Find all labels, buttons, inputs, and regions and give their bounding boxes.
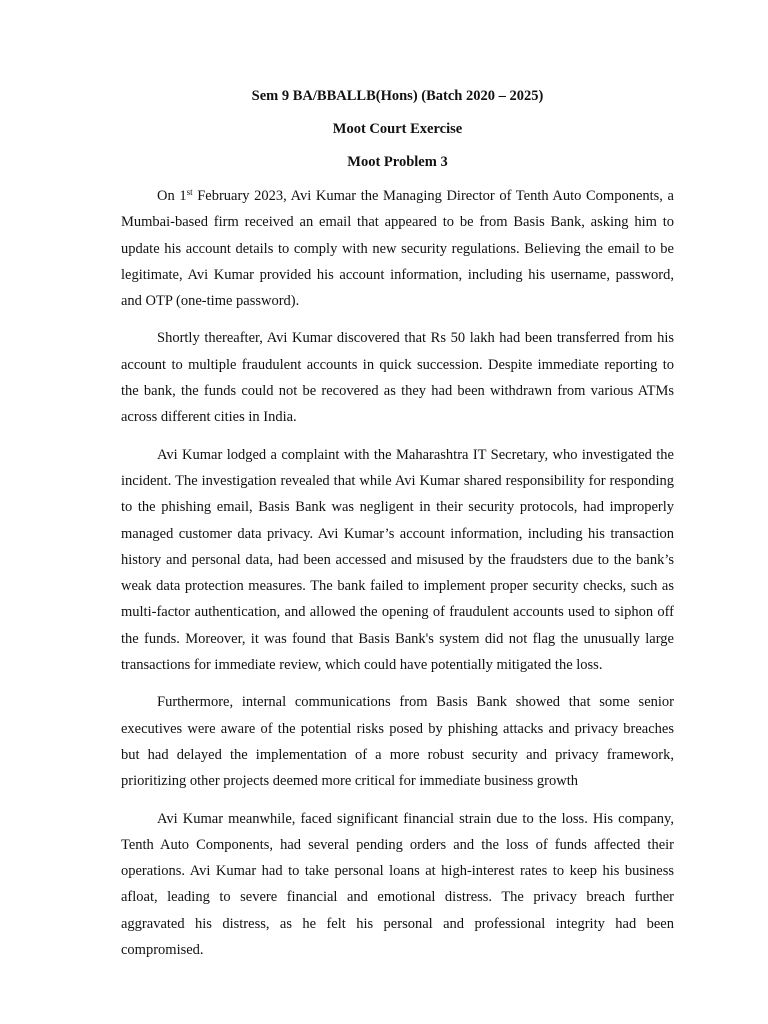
paragraph-1-prefix: On 1	[157, 188, 187, 204]
paragraph-5: Avi Kumar meanwhile, faced significant financial strain due to the loss. His company, Tenth Auto Components, had several pending orders and the loss of funds affected their operations. Avi Kumar had to take personal loans at high-interest rates to keep his business afloat, leading to severe financial and emotional distress. The privacy breach further aggravated his distress, as he felt his personal and professional integrity had been compromised.	[121, 810, 674, 959]
exercise-title: Moot Court Exercise	[332, 121, 463, 137]
document-body	[121, 86, 674, 974]
problem-title: Moot Problem 3	[347, 154, 448, 170]
ordinal-superscript: st	[186, 187, 193, 197]
paragraph-2: Shortly thereafter, Avi Kumar discovered that Rs 50 lakh had been transferred from his account to multiple fraudulent accounts in quick succession. Despite immediate reporting to the bank, the funds could not be recovered as they had been withdrawn from various ATMs across different cities in India.	[121, 330, 674, 426]
course-heading: Sem 9 BA/BBALLB(Hons) (Batch 2020 – 2025)	[251, 88, 544, 104]
paragraph-3: Avi Kumar lodged a complaint with the Maharashtra IT Secretary, who investigated the incident. The investigation revealed that while Avi Kumar shared responsibility for responding to the phishing email, Basis Bank was negligent in their security protocols, had improperly managed customer data privacy. Avi Kumar’s account information, including his transaction history and personal data, had been accessed and misused by the fraudsters due to the bank’s weak data protection measures. The bank failed to implement proper security checks, such as multi-factor authentication, and allowed the opening of fraudulent accounts used to siphon off the funds. Moreover, it was found that Basis Bank's system did not flag the unusually large transactions for immediate review, which could have potentially mitigated the loss.	[121, 446, 674, 674]
paragraph-4: Furthermore, internal communications from Basis Bank showed that some senior executives were aware of the potential risks posed by phishing attacks and privacy breaches but had delayed the implementation of a more robust security and privacy framework, prioritizing other projects deemed more critical for immediate business growth	[121, 694, 674, 790]
paragraph-1-text: February 2023, Avi Kumar the Managing Director of Tenth Auto Components, a Mumbai-based firm received an email that appeared to be from Basis Bank, asking him to update his account details to comply with new security regulations. Believing the email to be legitimate, Avi Kumar provided his account information, including his username, password, and OTP (one-time password).	[121, 188, 674, 310]
paragraph-1	[121, 183, 674, 314]
